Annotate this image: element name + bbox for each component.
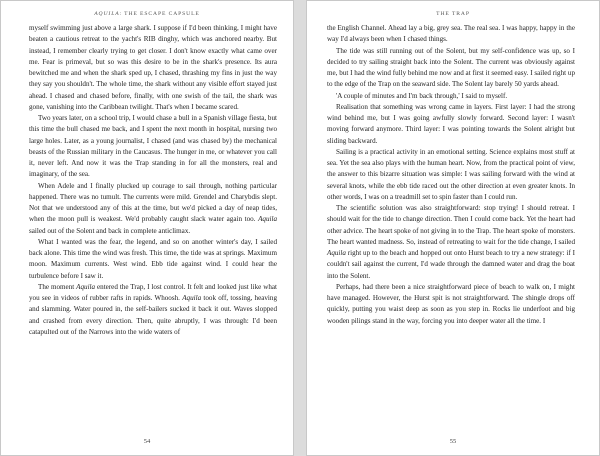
right-page-body — [327, 23, 575, 327]
left-page-body — [29, 23, 277, 338]
paragraph: 'A couple of minutes and I'm back through,' I said to myself. — [336, 91, 508, 100]
left-page — [0, 0, 294, 456]
paragraph: myself swimming just above a large shark. I suppose if I'd been thinking, I might have beaten a cautious retreat to the yacht's RIB dinghy, which was anchored nearby. But instead, I remember clearly trying to get closer. I don't know exactly what came over me. Fear is primeval, but so was this desire to be in the shark's presence. Its aura bewitched me and when the shark sped up, I chased, thrashing my fins in just the way they say you shouldn't. The whole time, the shark without any visible effort stayed just ahead. I chased and chased before, finally, with one swish of the tail, the shark was gone, vanishing into the Caribbean twilight. That's when I became scared. — [29, 24, 277, 111]
paragraph: The tide was still running out of the Solent, but my self-confidence was up, so I decided to try sailing straight back into the Solent. The current was obviously against me, but I had the wind fully behind me now and at first it seemed easy. I sailed right up to the edge of the Trap on the seaward side. The Solent lay barely 50 yards ahead. — [327, 46, 575, 89]
paragraph: What I wanted was the fear, the legend, and so on another winter's day, I sailed back alone. This time the wind was fresh. This time, the tide was at springs. Maximum moon. Maximum currents. West wind. Ebb tide against wind. I could hear the turbulence before I saw it. — [29, 237, 277, 280]
paragraph: Two years later, on a school trip, I would chase a bull in a Spanish village fiesta, but this time the bull chased me back, and I spent the next month in hospital, nursing two large holes. Later, as a young journalist, I chased (and was chased by) the mechanical beasts of the Russian military in the Caucasus. The hunger in me, or whatever you call it, never left. And now it was the Trap standing in for all the monsters, real and imaginary, of the sea. — [29, 114, 277, 179]
running-head-left — [1, 11, 293, 17]
paragraph: The moment Aquila entered the Trap, I lost control. It felt and looked just like what you see in videos of rubber rafts in rapids. Whoosh. Aquila took off, tossing, heaving and slamming. Water poured in, the self-bailers sucked it back it out. Waves slopped and crashed from every direction. Then, quite abruptly, I was through: I'd been catapulted out of the Narrows into the wide waters of — [29, 282, 278, 336]
running-head-boat-name: AQUILA — [94, 11, 120, 17]
page-number-right: 55 — [449, 438, 457, 445]
paragraph: The scientific solution was also straightforward: stop trying! I should retreat. I should wait for the tide to change direction. Then I could come back. Yet the heart had other advice. The heart spoke of not giving in to the Trap. The heart spoke of monsters. The heart wanted madness. So, instead of retreating to wait for the tide change, I sailed Aquila right up to the beach and hopped out onto Hurst beach to try a new strategy: if I couldn't sail against the current, I'd wade through the damned water and drag the boat into the Solent. — [327, 204, 575, 280]
paragraph: When Adele and I finally plucked up courage to sail through, nothing particular happened. There was no tumult. The currents were mild. Grendel and Charybdis slept. Not that we understood any of this at the time, but we'd picked a day of neap tides, when the moon pull is weakest. We'd probably caught slack water again too. Aquila sailed out of the Solent and back in complete anticlimax. — [29, 181, 277, 235]
running-head-right: THE TRAP — [436, 11, 470, 17]
paragraph: the English Channel. Ahead lay a big, grey sea. The real sea. I was happy, happy in the way I'd always been when I chased things. — [327, 24, 575, 44]
paragraph: Perhaps, had there been a nice straightforward piece of beach to walk on, I might have managed. However, the Hurst spit is not straightforward. The shingle drops off quickly, putting you waist deep as soon as you step in. Rocks lie underfoot and big wooden pilings stand in the way, forcing you into deeper water all the time. I — [327, 282, 575, 325]
paragraph: Sailing is a practical activity in an emotional setting. Science explains most stuff at sea. Yet the sea also plays with the human heart. Now, from the practical point of view, the answer to this bizarre situation was simple: I was sailing forward with the wind at several knots, while the ebb tide raced out the other direction at even greater knots. In other words, I was on a treadmill set to spin faster than I could run. — [327, 147, 575, 201]
running-head-chapter: : THE ESCAPE CAPSULE — [119, 11, 200, 17]
right-page — [306, 0, 600, 456]
paragraph: Realisation that something was wrong came in layers. First layer: I had the strong wind behind me, but I was going awfully slowly forward. Second layer: I wasn't moving forward anymore. Third layer: I was pointing towards the Solent alright but sliding backward. — [327, 102, 575, 145]
page-number-left: 54 — [143, 438, 151, 445]
